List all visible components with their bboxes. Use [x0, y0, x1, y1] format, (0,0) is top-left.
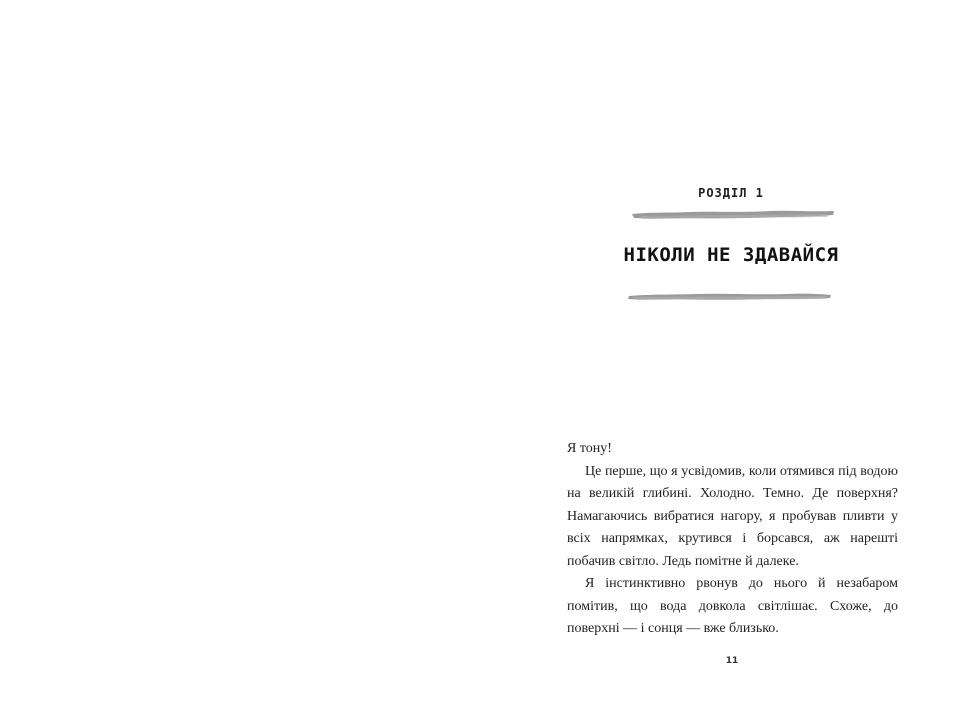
brush-stroke-divider-bottom	[626, 289, 832, 303]
paragraph: Я інстинктивно рвонув до нього й незабаром помітив, що вода довкола світлішає. Схоже, до поверхні — і сонця — вже близько.	[567, 576, 898, 636]
chapter-label: РОЗДІЛ 1	[698, 186, 764, 200]
page-number: 11	[725, 656, 739, 666]
chapter-body-text	[567, 438, 898, 641]
paragraph: Я тону!	[567, 441, 612, 456]
chapter-title: НІКОЛИ НЕ ЗДАВАЙСЯ	[623, 244, 839, 266]
brush-stroke-divider-top	[630, 208, 836, 222]
paragraph: Це перше, що я усвідомив, коли отямився під водою на великій глибині. Холодно. Темно. Де поверхня? Намагаючись вибратися нагору, я пробував пливти у всіх напрямках, крутився і борсався, аж нарешті побачив світло. Ледь помітне й далеке.	[567, 463, 898, 569]
